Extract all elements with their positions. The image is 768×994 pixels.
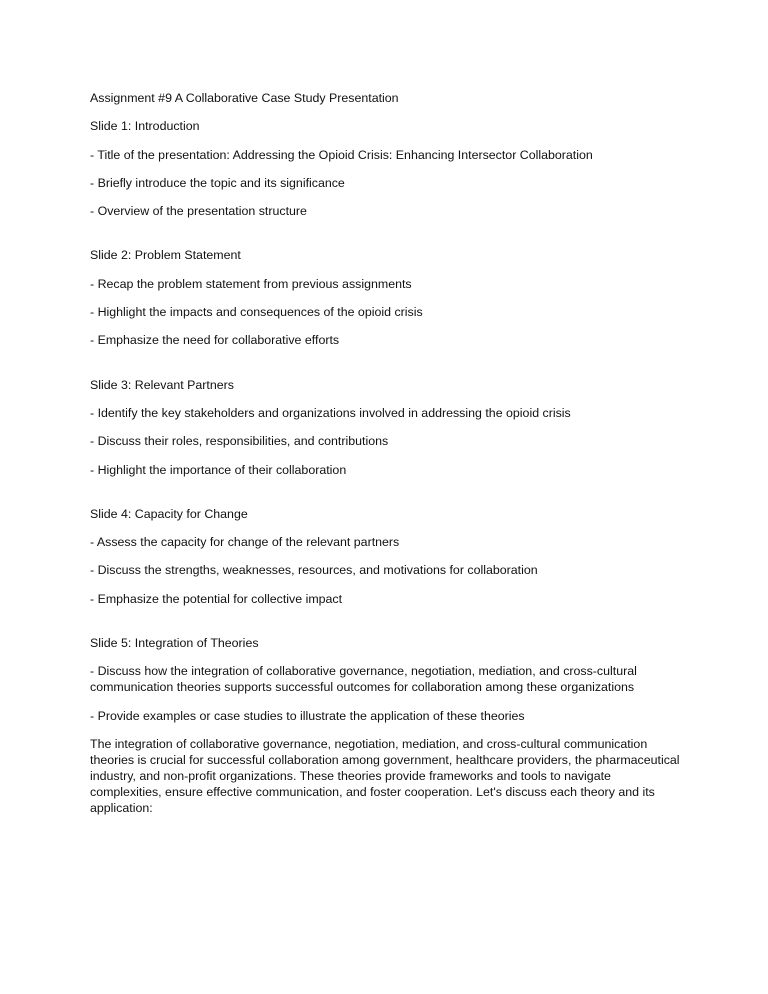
bullet-item: - Assess the capacity for change of the relevant partners — [90, 535, 400, 550]
bullet-item: - Emphasize the need for collaborative efforts — [90, 333, 340, 348]
bullet-item: - Briefly introduce the topic and its significance — [90, 175, 345, 190]
document-title: Assignment #9 A Collaborative Case Study Presentation — [90, 91, 399, 105]
bullet-item: - Provide examples or case studies to illustrate the application of these theories — [90, 708, 525, 723]
section-spacer — [90, 231, 680, 247]
section-heading-slide-3: Slide 3: Relevant Partners — [90, 377, 234, 392]
section-heading-slide-4: Slide 4: Capacity for Change — [90, 506, 248, 521]
section-spacer — [90, 619, 680, 635]
bullet-item: - Identify the key stakeholders and organizations involved in addressing the opioid crisis — [90, 405, 571, 420]
section-heading-slide-1: Slide 1: Introduction — [90, 119, 200, 134]
bullet-item: - Highlight the impacts and consequences of the opioid crisis — [90, 305, 423, 320]
document-page — [90, 90, 680, 828]
bullet-item: - Emphasize the potential for collective impact — [90, 591, 343, 606]
bullet-item: - Title of the presentation: Addressing the Opioid Crisis: Enhancing Intersector Collaboration — [90, 147, 593, 162]
section-heading-slide-2: Slide 2: Problem Statement — [90, 248, 241, 263]
bullet-item: - Overview of the presentation structure — [90, 204, 307, 219]
bullet-item: - Discuss how the integration of collaborative governance, negotiation, mediation, and cross-cultural communication theories supports successful outcomes for collaboration among these organizations — [90, 664, 637, 695]
section-spacer — [90, 490, 680, 506]
bullet-item: - Highlight the importance of their collaboration — [90, 462, 347, 477]
bullet-item: - Recap the problem statement from previous assignments — [90, 276, 412, 291]
bullet-item: - Discuss their roles, responsibilities, and contributions — [90, 434, 389, 449]
section-heading-slide-5: Slide 5: Integration of Theories — [90, 636, 259, 651]
closing-paragraph: The integration of collaborative governance, negotiation, mediation, and cross-cultural communication theories is crucial for successful collaboration among government, healthcare providers, the pharmaceutical industry, and non-profit organizations. These theories provide frameworks and tools to navigate complexities, ensure effective communication, and foster cooperation. Let's discuss each theory and its application: — [90, 736, 680, 815]
bullet-item: - Discuss the strengths, weaknesses, resources, and motivations for collaboration — [90, 563, 538, 578]
section-spacer — [90, 361, 680, 377]
